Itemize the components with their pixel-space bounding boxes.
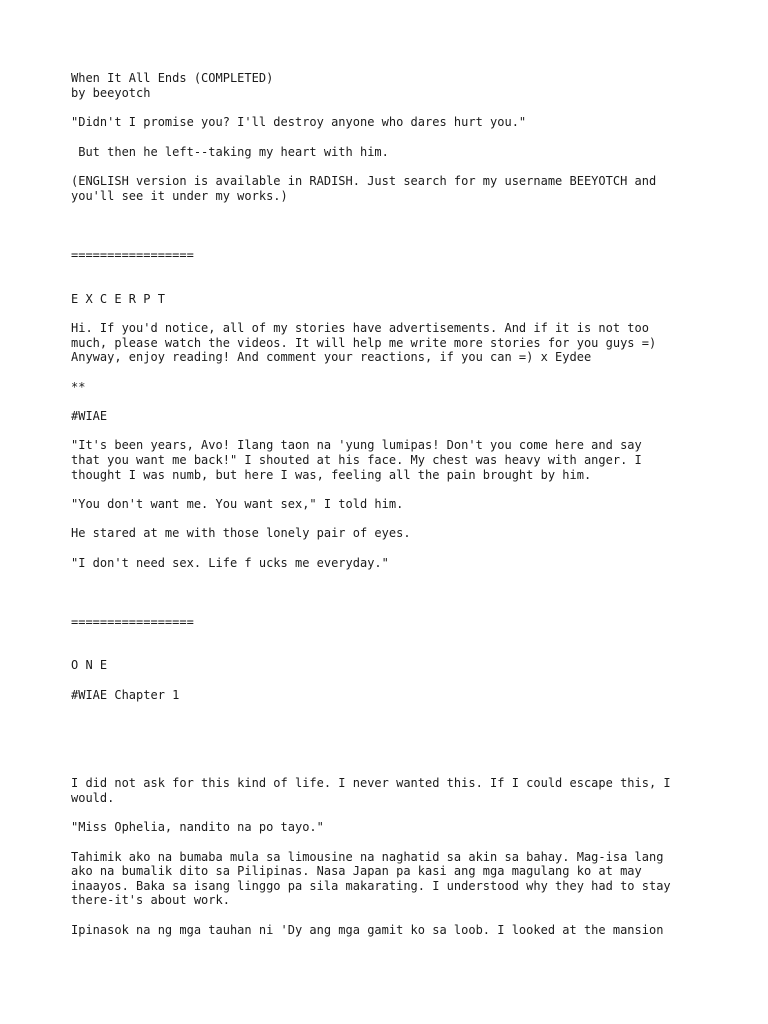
author-note-line: much, please watch the videos. It will help me write more stories for you guys =)	[71, 336, 657, 350]
separator-stars: **	[71, 380, 86, 394]
blurb-quote: "Didn't I promise you? I'll destroy anyone who dares hurt you."	[71, 115, 527, 129]
section-divider: =================	[71, 248, 194, 262]
excerpt-paragraph: "You don't want me. You want sex," I told him.	[71, 497, 404, 511]
author-note-line: Anyway, enjoy reading! And comment your reactions, if you can =) x Eydee	[71, 350, 592, 364]
excerpt-paragraph-line: thought I was numb, but here I was, feeling all the pain brought by him.	[71, 468, 592, 482]
excerpt-paragraph: "I don't need sex. Life f ucks me everyday."	[71, 556, 389, 570]
story-hashtag: #WIAE	[71, 409, 108, 423]
author-note-line: Hi. If you'd notice, all of my stories have advertisements. And if it is not too	[71, 321, 649, 335]
english-note-line: (ENGLISH version is available in RADISH. Just search for my username BEEYOTCH and	[71, 174, 657, 188]
chapter-paragraph: Ipinasok na ng mga tauhan ni 'Dy ang mga gamit ko sa loob. I looked at the mansion	[71, 923, 664, 937]
chapter-paragraph-line: would.	[71, 791, 115, 805]
chapter-tag: #WIAE Chapter 1	[71, 688, 180, 702]
excerpt-heading: E X C E R P T	[71, 292, 165, 306]
chapter-paragraph: "Miss Ophelia, nandito na po tayo."	[71, 820, 324, 834]
chapter-paragraph-line: I did not ask for this kind of life. I never wanted this. If I could escape this, I	[71, 776, 671, 790]
section-divider: =================	[71, 615, 194, 629]
english-note-line: you'll see it under my works.)	[71, 189, 288, 203]
chapter-paragraph-line: Tahimik ako na bumaba mula sa limousine na naghatid sa akin sa bahay. Mag-isa lang	[71, 850, 664, 864]
chapter-paragraph-line: ako na bumalik dito sa Pilipinas. Nasa Japan pa kasi ang mga magulang ko at may	[71, 864, 642, 878]
chapter-paragraph-line: there-it's about work.	[71, 893, 230, 907]
chapter-paragraph-line: inaayos. Baka sa isang linggo pa sila makarating. I understood why they had to stay	[71, 879, 671, 893]
story-byline: by beeyotch	[71, 86, 151, 100]
excerpt-paragraph-line: "It's been years, Avo! Ilang taon na 'yung lumipas! Don't you come here and say	[71, 438, 642, 452]
chapter-heading: O N E	[71, 658, 108, 672]
blurb-line: But then he left--taking my heart with him.	[71, 145, 389, 159]
excerpt-paragraph-line: that you want me back!" I shouted at his face. My chest was heavy with anger. I	[71, 453, 642, 467]
excerpt-paragraph: He stared at me with those lonely pair of eyes.	[71, 526, 411, 540]
story-title: When It All Ends (COMPLETED)	[71, 71, 274, 85]
